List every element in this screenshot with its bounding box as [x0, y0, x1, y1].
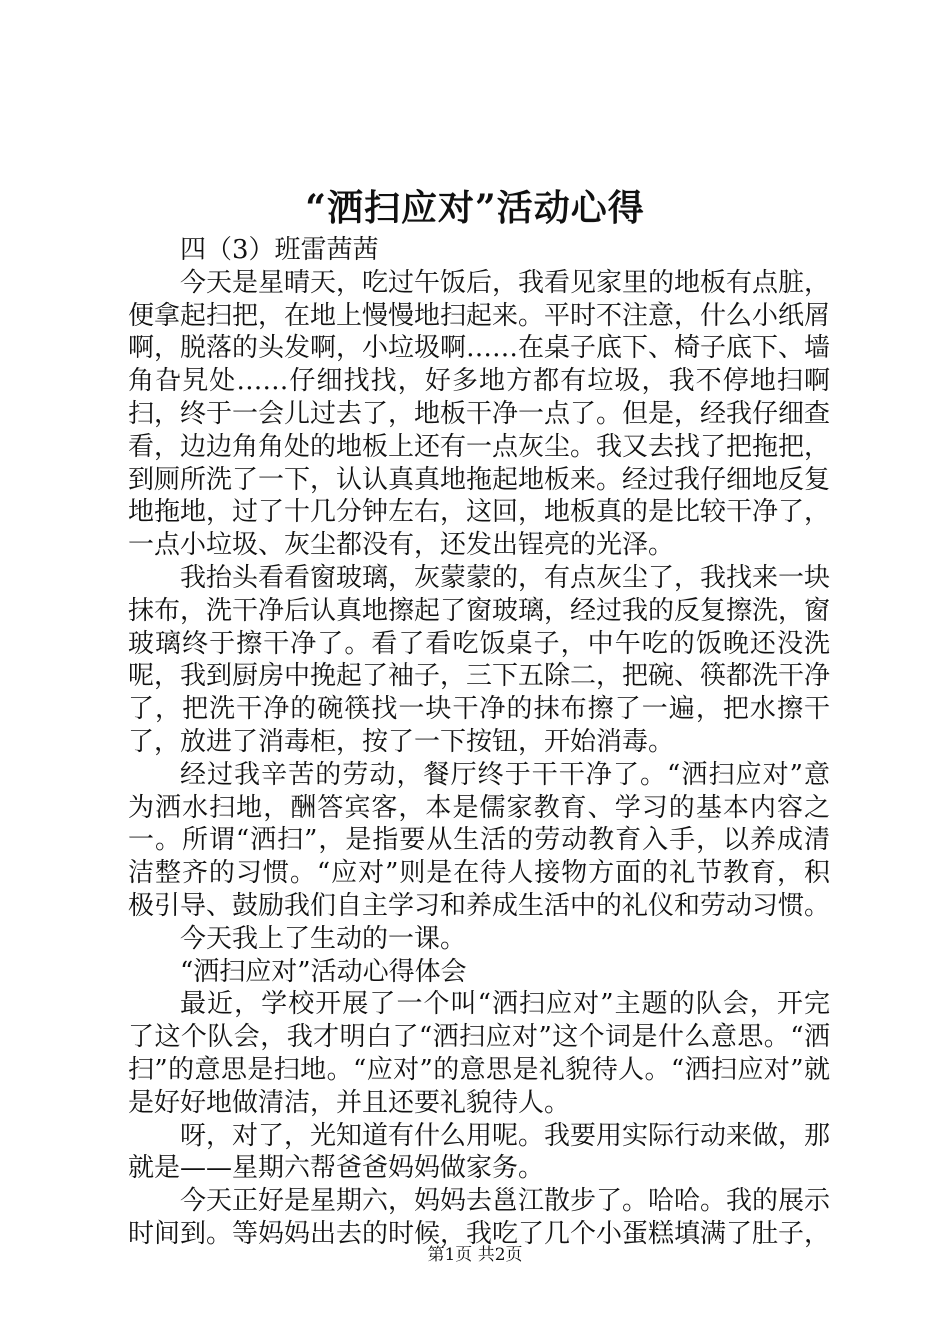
document-body	[128, 234, 830, 1251]
paragraph: 今天我上了生动的一课。	[180, 923, 467, 954]
paragraph: 今天是星晴天，吃过午饭后，我看见家里的地板有点脏，便拿起扫把，在地上慢慢地扫起来。平时不注意，什么小纸屑啊，脱落的头发啊，小垃圾啊……在桌子底下、椅子底下、墙角旮旯处……仔细找找，好多地方都有垃圾，我不停地扫啊扫，终于一会儿过去了，地板干净一点了。但是，经我仔细查看，边边角角处的地板上还有一点灰尘。我又去找了把拖把，到厕所洗了一下，认认真真地拖起地板来。经过我仔细地反复地拖地，过了十几分钟左右，这回，地板真的是比较干净了，一点小垃圾、灰尘都没有，还发出锃亮的光泽。	[128, 267, 831, 561]
paragraph: 最近，学校开展了一个叫“洒扫应对”主题的队会，开完了这个队会，我才明白了“洒扫应对”这个词是什么意思。“洒扫”的意思是扫地。“应对”的意思是礼貌待人。“洒扫应对”就是好好地做清洁，并且还要礼貌待人。	[128, 989, 830, 1118]
paragraph: 呀，对了，光知道有什么用呢。我要用实际行动来做，那就是——星期六帮爸爸妈妈做家务。	[128, 1120, 831, 1184]
paragraph: 今天正好是星期六，妈妈去邕江散步了。哈哈。我的展示时间到。等妈妈出去的时候，我吃了几个小蛋糕填满了肚子，	[128, 1186, 831, 1249]
section-heading: “洒扫应对”活动心得体会	[180, 956, 467, 987]
document-title: “洒扫应对”活动心得	[305, 187, 645, 229]
paragraph: 我抬头看看窗玻璃，灰蒙蒙的，有点灰尘了，我找来一块抹布，洗干净后认真地擦起了窗玻璃，经过我的反复擦洗，窗玻璃终于擦干净了。看了看吃饭桌子，中午吃的饭晚还没洗呢，我到厨房中挽起了袖子，三下五除二，把碗、筷都洗干净了，把洗干净的碗筷找一块干净的抹布擦了一遍，把水擦干了，放进了消毒柜，按了一下按钮，开始消毒。	[128, 562, 831, 757]
paragraph: 经过我辛苦的劳动，餐厅终于干干净了。“洒扫应对”意为洒水扫地，酬答宾客，本是儒家教育、学习的基本内容之一。所谓“洒扫”，是指要从生活的劳动教育入手，以养成清洁整齐的习惯。“应对”则是在待人接物方面的礼节教育，积极引导、鼓励我们自主学习和养成生活中的礼仪和劳动习惯。	[128, 759, 831, 921]
author-line: 四（3）班雷茜茜	[180, 235, 379, 265]
page-number-footer: 第1页 共2页	[427, 1245, 523, 1265]
